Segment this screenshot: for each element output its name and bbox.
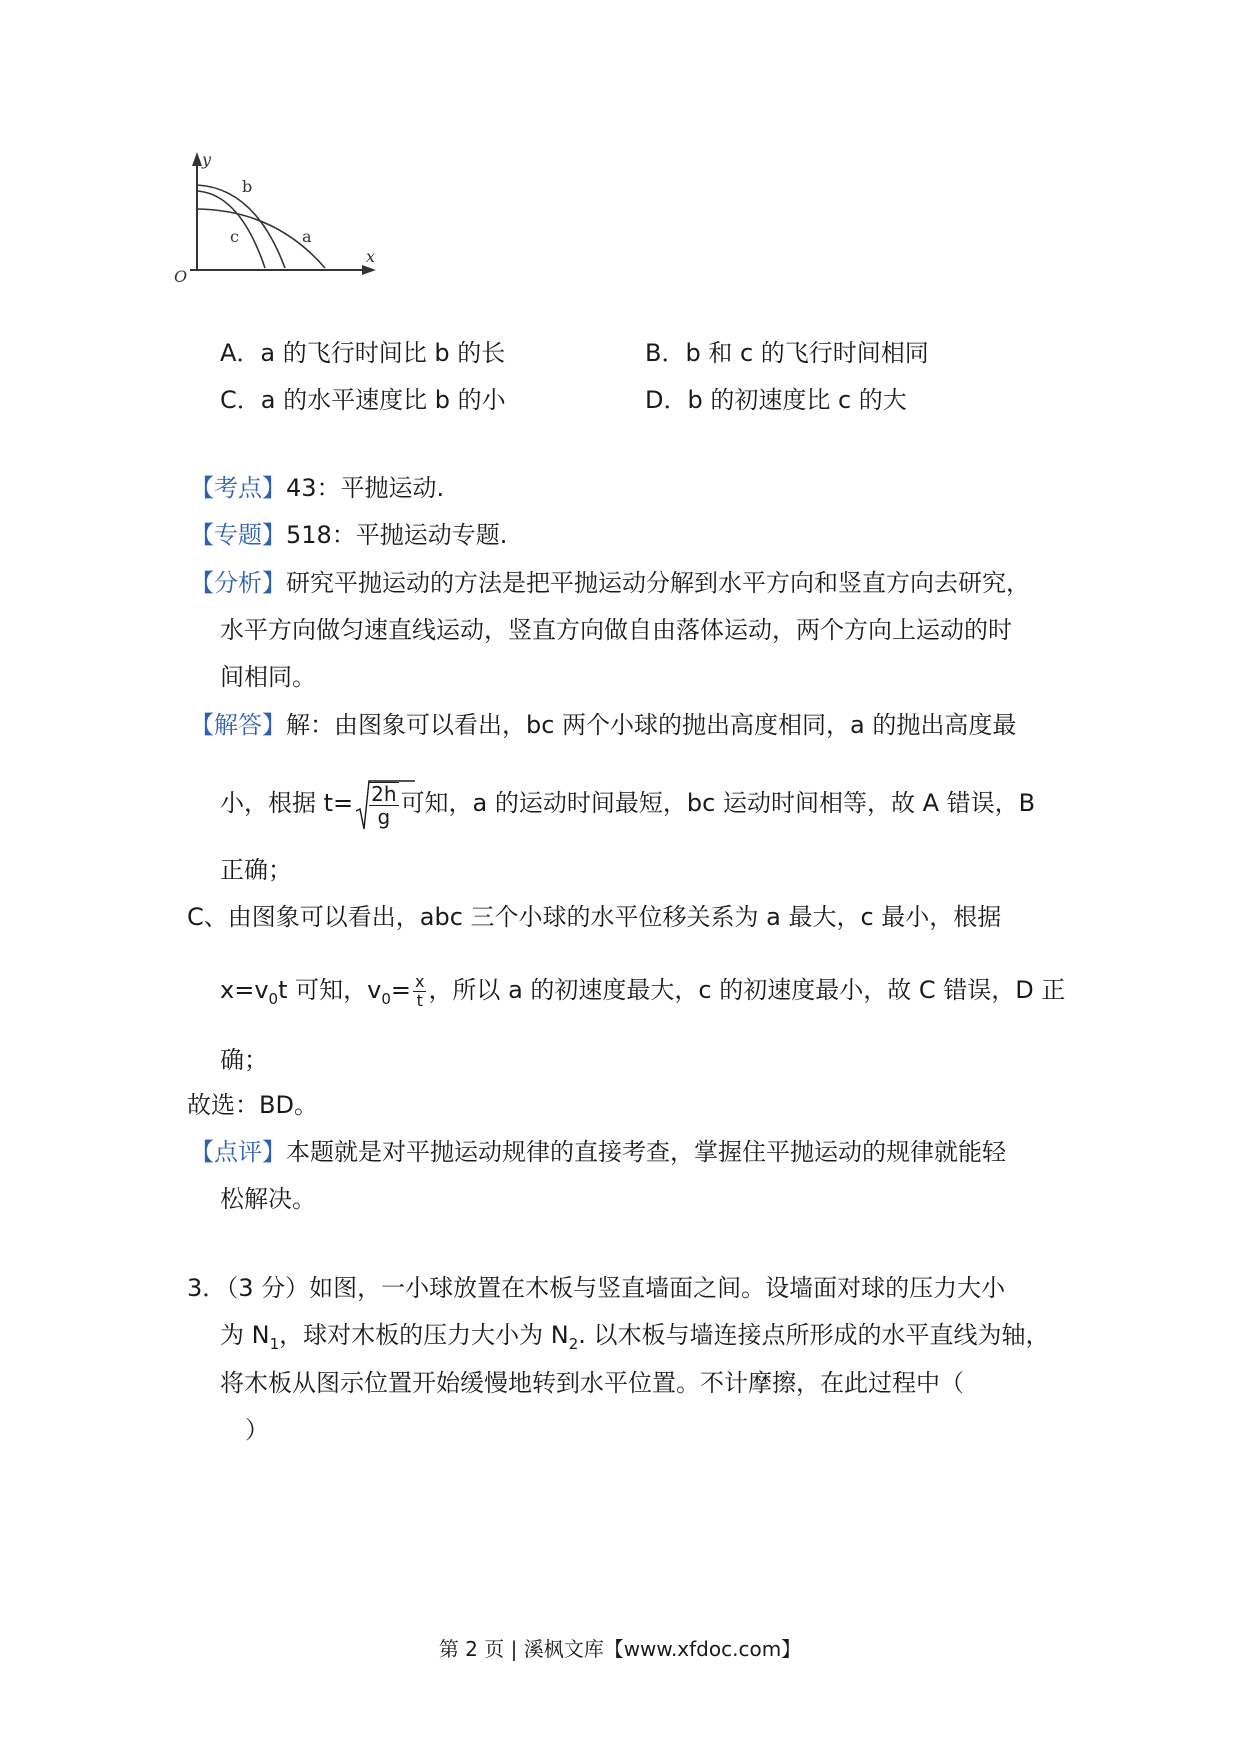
jieda-line1 [190, 710, 1016, 740]
sqrt-fraction [369, 782, 398, 828]
jieda-text-5a: x=v [220, 976, 269, 1004]
fenxi-tag: 【分析】 [190, 569, 286, 597]
jieda-text-4: C、由图象可以看出，abc 三个小球的水平位移关系为 a 最大，c 最小，根据 [187, 903, 1002, 931]
sqrt-denominator: g [377, 805, 391, 829]
x-over-t-fraction [413, 973, 426, 1010]
zhuanti-line [190, 520, 507, 550]
jieda-tag: 【解答】 [190, 711, 286, 739]
x-arrow [362, 265, 376, 275]
jieda-text-5d: ，所以 a 的初速度最大，c 的初速度最小，故 C 错误，D 正 [428, 976, 1066, 1004]
jieda-text-3: 正确； [220, 856, 292, 884]
subscript-1: 1 [269, 1334, 280, 1353]
trajectory-figure [174, 150, 430, 320]
curve-label-b: b [242, 177, 253, 196]
option-a: A．a 的飞行时间比 b 的长 [220, 339, 506, 367]
q3-line2 [220, 1320, 1050, 1359]
x-axis-label: x [366, 247, 376, 266]
q3-text-2c: . 以木板与墙连接点所形成的水平直线为轴， [578, 1321, 1050, 1349]
jieda-line2 [220, 778, 1035, 829]
option-d: D．b 的初速度比 c 的大 [645, 386, 907, 414]
dianping-tag: 【点评】 [190, 1138, 286, 1166]
option-b: B．b 和 c 的飞行时间相同 [645, 339, 929, 367]
fenxi-text-3: 间相同。 [220, 663, 316, 691]
q3-line3: 将木板从图示位置开始缓慢地转到水平位置。不计摩擦，在此过程中（ [220, 1369, 964, 1397]
jieda-text-2-pre: 小，根据 t= [220, 789, 354, 817]
jieda-text-5b: t 可知，v [278, 976, 382, 1004]
curve-label-c: c [230, 227, 239, 246]
dianping-line1 [190, 1137, 1006, 1167]
jieda-text-6: 确； [220, 1046, 268, 1074]
fraction-numerator: x [414, 971, 425, 991]
jieda-text-7: 故选：BD。 [187, 1091, 318, 1119]
option-c: C．a 的水平速度比 b 的小 [220, 386, 506, 414]
fenxi-line1 [190, 568, 1030, 598]
sqrt-numerator: 2h [371, 782, 397, 806]
fenxi-text-2: 水平方向做匀速直线运动，竖直方向做自由落体运动，两个方向上运动的时 [220, 616, 1012, 644]
curve-label-a: a [302, 227, 312, 246]
dianping-text-1: 本题就是对平抛运动规律的直接考查，掌握住平抛运动的规律就能轻 [286, 1138, 1006, 1166]
subscript-0-a: 0 [268, 989, 279, 1008]
jieda-text-2-post: 可知，a 的运动时间最短，bc 运动时间相等，故 A 错误，B [400, 789, 1036, 817]
kaodian-line [190, 473, 444, 503]
dianping-text-2: 松解决。 [220, 1185, 316, 1213]
y-arrow [192, 152, 202, 166]
kaodian-text: 43：平抛运动. [286, 474, 445, 502]
subscript-0-b: 0 [381, 989, 391, 1008]
q3-line4: ） [245, 1416, 269, 1444]
fraction-denominator: t [416, 990, 423, 1010]
origin-label: O [174, 267, 188, 286]
jieda-line5 [220, 968, 1065, 1021]
jieda-text-5c: = [390, 976, 411, 1004]
sqrt-formula [355, 779, 398, 829]
kaodian-tag: 【考点】 [190, 474, 286, 502]
zhuanti-tag: 【专题】 [190, 521, 286, 549]
subscript-2: 2 [568, 1334, 579, 1353]
y-axis-label: y [202, 150, 212, 169]
jieda-text-1: 解：由图象可以看出，bc 两个小球的抛出高度相同，a 的抛出高度最 [286, 711, 1017, 739]
q3-text-2a: 为 N [220, 1321, 270, 1349]
q3-text-2b: ，球对木板的压力大小为 N [279, 1321, 569, 1349]
zhuanti-text: 518：平抛运动专题. [286, 521, 508, 549]
q3-line1: 3．（3 分）如图，一小球放置在木板与竖直墙面之间。设墙面对球的压力大小 [187, 1274, 1006, 1302]
page-footer: 第 2 页 | 溪枫文库【www.xfdoc.com】 [438, 1637, 802, 1661]
fenxi-text-1: 研究平抛运动的方法是把平抛运动分解到水平方向和竖直方向去研究， [286, 569, 1030, 597]
